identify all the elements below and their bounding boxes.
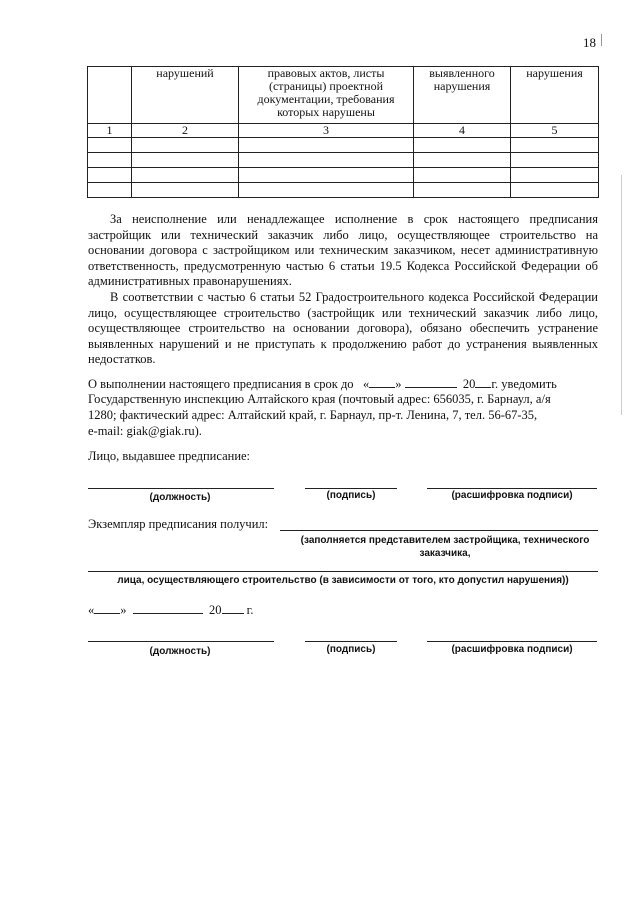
table-number-cell: 2 [132, 124, 239, 138]
signature-caption: (подпись) [326, 644, 376, 655]
day-field[interactable] [369, 375, 395, 388]
table-number-cell: 4 [414, 124, 511, 138]
notify-line-2: Государственную инспекцию Алтайского края (почтовый адрес: 656035, г. Барнаул, а/я [88, 392, 551, 406]
table-header-cell [88, 67, 132, 124]
table-header-cell: нарушений [132, 67, 239, 124]
receiver-line[interactable] [280, 530, 598, 531]
receiver-caption-1: (заполняется представителем застройщика, технического [300, 535, 590, 546]
year-field[interactable] [475, 375, 491, 388]
table-number-row [88, 124, 599, 138]
issuer-position-line[interactable] [88, 488, 274, 489]
signature-caption: (подпись) [326, 490, 376, 501]
issuer-name-line[interactable] [427, 488, 597, 489]
scan-edge-shadow [621, 175, 622, 415]
page-edge-mark [601, 34, 602, 46]
page-number: 18 [583, 35, 596, 50]
table-number-cell: 3 [239, 124, 414, 138]
notify-line-4: e-mail: giak@giak.ru). [88, 424, 202, 438]
paragraph-text: За неисполнение или ненадлежащее исполнение в срок настоящего предписания застройщик или технический заказчик либо лицо, осуществляющее строительство на основании договора с застройщиком или техническим заказчиком, несет административную ответственность, предусмотренную частью 6 статьи 19.5 Кодекса Российской Федерации об административных правонарушениях. [88, 212, 598, 288]
month-field[interactable] [405, 375, 457, 388]
issuer-label: Лицо, выдавшее предписание: [88, 449, 251, 463]
receiver-caption-2: заказчика, [419, 548, 471, 559]
receiver-position-line[interactable] [88, 641, 274, 642]
table-header-row [88, 67, 599, 124]
notify-line-3: 1280; фактический адрес: Алтайский край, г. Барнаул, пр-т. Ленина, 7, тел. 56-67-35, [88, 408, 538, 422]
month-field[interactable] [133, 601, 203, 614]
table-row [88, 138, 599, 153]
issuer-signature-line[interactable] [305, 488, 397, 489]
violations-table [87, 66, 599, 198]
position-caption: (должность) [149, 492, 211, 503]
table-header-cell: выявленного нарушения [414, 67, 511, 124]
receiver-label: Экземпляр предписания получил: [88, 517, 269, 531]
table-row [88, 183, 599, 198]
name-caption: (расшифровка подписи) [451, 490, 573, 501]
table-number-cell: 1 [88, 124, 132, 138]
receipt-date: « » 20 г. [88, 603, 254, 617]
receiver-signature-line[interactable] [305, 641, 397, 642]
day-field[interactable] [94, 601, 120, 614]
position-caption: (должность) [149, 646, 211, 657]
notify-line-1: О выполнении настоящего предписания в срок до « » 20 г. уведомить [88, 377, 557, 391]
year-field[interactable] [222, 601, 244, 614]
paragraph-text: В соответствии с частью 6 статьи 52 Градостроительного кодекса Российской Федерации лицо, осуществляющее строительство (застройщик или технический заказчик либо лицо, осуществляющее строительство на основании договора), обязано обеспечить устранение выявленных нарушений и не приступать к продолжению работ до устранения выявленных недостатков. [88, 290, 598, 366]
receiver-name-line[interactable] [427, 641, 597, 642]
receiver-caption-3: лица, осуществляющего строительство (в зависимости от того, кто допустил нарушения)) [117, 575, 569, 586]
obligation-paragraph [88, 290, 598, 368]
table-row [88, 168, 599, 183]
table-header-cell: нарушения [511, 67, 599, 124]
name-caption: (расшифровка подписи) [451, 644, 573, 655]
table-number-cell: 5 [511, 124, 599, 138]
table-header-cell: правовых актов, листы (страницы) проектной документации, требования которых нарушены [239, 67, 414, 124]
liability-paragraph [88, 212, 598, 290]
receiver-line-2[interactable] [88, 571, 598, 572]
table-row [88, 153, 599, 168]
